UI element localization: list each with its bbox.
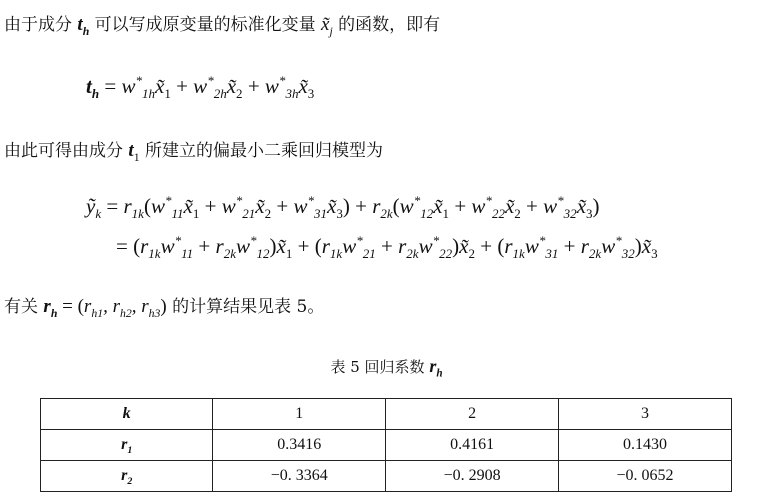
header-cell-k: k	[41, 399, 213, 430]
paragraph-2-post: 所建立的偏最小二乘回归模型为	[144, 141, 383, 161]
paragraph-3-pre: 有关	[4, 297, 38, 317]
table-cell: −0. 0652	[559, 461, 732, 492]
paragraph-1	[4, 10, 440, 36]
header-cell-1: 1	[213, 399, 386, 430]
paragraph-3	[4, 292, 324, 318]
header-cell-3: 3	[559, 399, 732, 430]
table-cell: −0. 2908	[386, 461, 559, 492]
table-cell: 0.4161	[386, 430, 559, 461]
paragraph-1-pre: 由于成分	[4, 15, 72, 35]
row-label-r2-main: r	[121, 467, 128, 484]
equation-2-line-1: ỹ$_k$ = $r_{1k}(w^*_{11}x̃_1$ + $w^*_{21}x̃_2$ + $w^*_{31}x̃_3$) + $r_{2k}(w^*_{12}x̃_1$ + $w^*_{22}x̃_2$ + $w^*_{32}x̃_3$)	[86, 193, 600, 222]
table-cell: 0.1430	[559, 430, 732, 461]
table-header-row	[41, 399, 732, 430]
table-caption	[0, 356, 773, 380]
paragraph-1-post: 的函数，即有	[338, 15, 441, 35]
equation-1: $t_h$ = $w^*_{1h}x̃_1$ + $w^*_{2h}x̃_2$ + $w^*_{3h}x̃_3$	[86, 73, 315, 102]
paragraph-2	[4, 136, 383, 162]
row-label-r2-sub: 2	[127, 476, 133, 488]
row-label-r2	[41, 461, 213, 492]
table-cell: 0.3416	[213, 430, 386, 461]
paragraph-3-post: 的计算结果见表 5。	[172, 297, 325, 317]
symbol-r-h: $r_h$	[429, 356, 443, 380]
table-caption-text: 表 5 回归系数	[330, 358, 425, 376]
symbol-t-1: $t_1$	[128, 140, 140, 164]
symbol-x-tilde-j: $x̃_j$	[321, 14, 333, 38]
row-label-r1	[41, 430, 213, 461]
row-label-r1-main: r	[121, 436, 128, 453]
paragraph-2-pre: 由此可得由成分	[4, 141, 123, 161]
table-row	[41, 461, 732, 492]
table-row	[41, 430, 732, 461]
row-label-r1-sub: 1	[127, 445, 133, 457]
paragraph-1-mid: 可以写成原变量的标准化变量	[94, 15, 316, 35]
table-cell: −0. 3364	[213, 461, 386, 492]
symbol-t-h: $t_h$	[77, 14, 90, 38]
regression-coefficient-table	[40, 398, 732, 492]
symbol-r-h-definition: $r_h = (r_{h1}$, $r_{h2}$, $r_{h3}$)	[43, 296, 167, 320]
header-cell-2: 2	[386, 399, 559, 430]
equation-2-line-2: = ($r_{1k}w^*_{11}$ + $r_{2k}w^*_{12})x̃_1 + (r_{1k}w^*_{21}$ + $r_{2k}w^*_{22})x̃_2 + (r_{1k}w^*_{31}$ + $r_{2k}w^*_{32})x̃_3$	[116, 233, 658, 262]
